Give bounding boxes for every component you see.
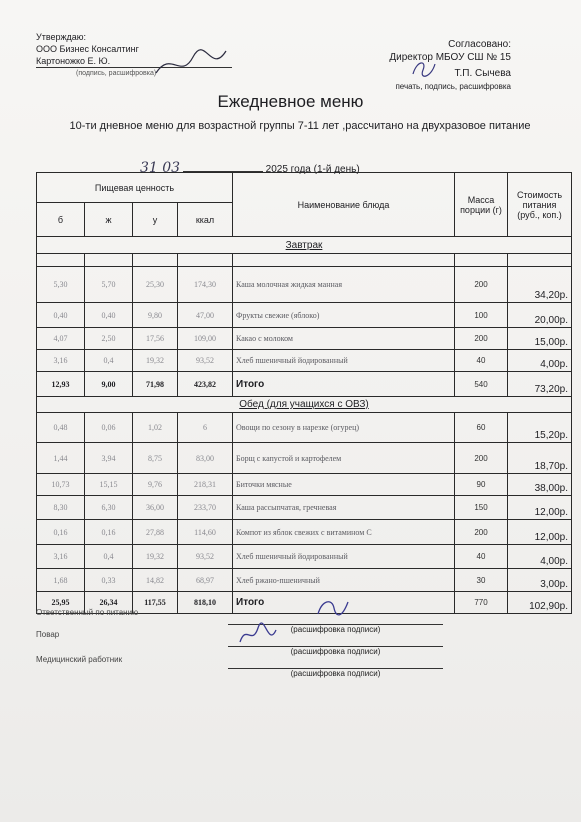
cell-protein: 10,73 — [37, 474, 85, 496]
cell-protein: 3,16 — [37, 545, 85, 569]
cell-cost: 20,00р. — [508, 303, 572, 328]
cell-protein: 0,48 — [37, 413, 85, 443]
cell-protein: 0,16 — [37, 520, 85, 545]
cell-dish: Овощи по сезону в нарезке (огурец) — [233, 413, 455, 443]
agreement-block — [389, 38, 511, 93]
table-row — [37, 545, 572, 569]
approval-signer: Картоножко Е. Ю. — [36, 55, 232, 68]
cell-mass: 200 — [455, 443, 508, 474]
cell-kcal: 68,97 — [178, 569, 233, 592]
cell-cost: 12,00р. — [508, 520, 572, 545]
cell-dish: Фрукты свежие (яблоко) — [233, 303, 455, 328]
nutrition-header: Пищевая ценность — [37, 173, 233, 203]
cell-cost: 15,00р. — [508, 328, 572, 350]
table-row — [37, 569, 572, 592]
cell-protein: 3,16 — [37, 350, 85, 372]
table-row — [37, 443, 572, 474]
agreement-signature-image — [409, 58, 439, 82]
cell-mass: 200 — [455, 520, 508, 545]
approval-organization: ООО Бизнес Консалтинг — [36, 44, 139, 54]
lunch-section-title: Обед (для учащихся с ОВЗ) — [37, 397, 572, 413]
cell-dish: Каша молочная жидкая манная — [233, 267, 455, 303]
total-fat: 9,00 — [85, 372, 133, 397]
signature-caption-medic: (расшифровка подписи) — [228, 668, 443, 678]
cell-carbs: 8,75 — [133, 443, 178, 474]
cell-dish: Хлеб пшеничный йодированный — [233, 545, 455, 569]
cell-fat: 5,70 — [85, 267, 133, 303]
cell-dish: Какао с молоком — [233, 328, 455, 350]
cell-carbs: 14,82 — [133, 569, 178, 592]
cell-cost: 38,00р. — [508, 474, 572, 496]
approval-caption: (подпись, расшифровка) — [76, 70, 157, 77]
document-subtitle: 10-ти дневное меню для возрастной группы 7-11 лет ,рассчитано на двухразовое питание — [69, 120, 531, 132]
table-row — [37, 303, 572, 328]
cell-fat: 0,4 — [85, 350, 133, 372]
total-mass: 540 — [455, 372, 508, 397]
cell-kcal: 174,30 — [178, 267, 233, 303]
cell-cost: 4,00р. — [508, 545, 572, 569]
cell-cost: 15,20р. — [508, 413, 572, 443]
agreement-signer: Т.П. Сычева — [454, 68, 511, 79]
signature-caption-cook: (расшифровка подписи) — [228, 646, 443, 656]
total-fat: 26,34 — [85, 592, 133, 614]
cell-cost: 3,00р. — [508, 569, 572, 592]
cell-fat: 0,33 — [85, 569, 133, 592]
total-carbs: 71,98 — [133, 372, 178, 397]
cell-kcal: 109,00 — [178, 328, 233, 350]
cell-cost: 12,00р. — [508, 496, 572, 520]
cell-carbs: 9,76 — [133, 474, 178, 496]
cell-fat: 3,94 — [85, 443, 133, 474]
breakfast-section-title: Завтрак — [37, 237, 572, 254]
total-protein: 25,95 — [37, 592, 85, 614]
cell-mass: 60 — [455, 413, 508, 443]
total-carbs: 117,55 — [133, 592, 178, 614]
cell-cost: 34,20р. — [508, 267, 572, 303]
table-row — [37, 474, 572, 496]
signature-role-cook: Повар — [36, 630, 60, 639]
cell-carbs: 17,56 — [133, 328, 178, 350]
total-cost: 73,20р. — [508, 372, 572, 397]
cell-protein: 0,40 — [37, 303, 85, 328]
dish-header: Наименование блюда — [233, 173, 455, 237]
approval-signature-image — [151, 45, 231, 85]
handwritten-date: 31 03 — [140, 160, 181, 176]
cell-kcal: 83,00 — [178, 443, 233, 474]
date-suffix: 2025 года (1-й день) — [265, 164, 360, 175]
cell-mass: 100 — [455, 303, 508, 328]
cell-kcal: 233,70 — [178, 496, 233, 520]
total-cost: 102,90р. — [508, 592, 572, 614]
table-row — [37, 350, 572, 372]
cell-protein: 1,44 — [37, 443, 85, 474]
cell-protein: 1,68 — [37, 569, 85, 592]
cell-fat: 2,50 — [85, 328, 133, 350]
cell-dish: Компот из яблок свежих с витамином С — [233, 520, 455, 545]
cell-kcal: 6 — [178, 413, 233, 443]
cell-protein: 4,07 — [37, 328, 85, 350]
mass-header: Масса порции (г) — [455, 173, 508, 237]
cell-fat: 6,30 — [85, 496, 133, 520]
breakfast-total-row — [37, 372, 572, 397]
cell-carbs: 25,30 — [133, 267, 178, 303]
table-row — [37, 267, 572, 303]
cell-carbs: 9,80 — [133, 303, 178, 328]
cost-header: Стоимость питания (руб., коп.) — [508, 173, 572, 237]
cell-kcal: 93,52 — [178, 545, 233, 569]
cell-protein: 8,30 — [37, 496, 85, 520]
cell-fat: 0,4 — [85, 545, 133, 569]
cell-carbs: 1,02 — [133, 413, 178, 443]
cell-dish: Каша рассыпчатая, гречневая — [233, 496, 455, 520]
agreement-caption: печать, подпись, расшифровка — [395, 82, 511, 91]
cell-fat: 0,16 — [85, 520, 133, 545]
table-row — [37, 520, 572, 545]
cell-mass: 150 — [455, 496, 508, 520]
cell-fat: 0,40 — [85, 303, 133, 328]
cell-dish: Биточки мясные — [233, 474, 455, 496]
carbs-header: у — [133, 203, 178, 237]
menu-table — [36, 172, 572, 614]
fat-header: ж — [85, 203, 133, 237]
table-row — [37, 328, 572, 350]
agreement-position: Директор МБОУ СШ № 15 — [389, 52, 511, 63]
cell-dish: Борщ с капустой и картофелем — [233, 443, 455, 474]
cell-carbs: 36,00 — [133, 496, 178, 520]
cell-kcal: 93,52 — [178, 350, 233, 372]
total-label: Итого — [233, 592, 455, 614]
cell-fat: 0,06 — [85, 413, 133, 443]
total-mass: 770 — [455, 592, 508, 614]
signature-caption-nutrition: (расшифровка подписи) — [228, 624, 443, 634]
cell-cost: 4,00р. — [508, 350, 572, 372]
cell-carbs: 27,88 — [133, 520, 178, 545]
cell-kcal: 218,31 — [178, 474, 233, 496]
cell-dish: Хлеб пшеничный йодированный — [233, 350, 455, 372]
cell-mass: 200 — [455, 328, 508, 350]
cell-mass: 40 — [455, 545, 508, 569]
approval-block — [36, 31, 232, 80]
approval-heading: Утверждаю: — [36, 32, 87, 42]
cell-kcal: 47,00 — [178, 303, 233, 328]
signature-mark-nutrition — [312, 596, 352, 624]
total-kcal: 818,10 — [178, 592, 233, 614]
table-row — [37, 413, 572, 443]
cell-mass: 200 — [455, 267, 508, 303]
protein-header: б — [37, 203, 85, 237]
cell-carbs: 19,32 — [133, 545, 178, 569]
signature-role-nutrition: Ответственный по питанию — [36, 608, 139, 617]
total-label: Итого — [233, 372, 455, 397]
cell-mass: 30 — [455, 569, 508, 592]
total-protein: 12,93 — [37, 372, 85, 397]
cell-fat: 15,15 — [85, 474, 133, 496]
cell-mass: 40 — [455, 350, 508, 372]
signature-role-medic: Медицинский работник — [36, 655, 123, 664]
cell-cost: 18,70р. — [508, 443, 572, 474]
cell-kcal: 114,60 — [178, 520, 233, 545]
cell-mass: 90 — [455, 474, 508, 496]
cell-dish: Хлеб ржано-пшеничный — [233, 569, 455, 592]
total-kcal: 423,82 — [178, 372, 233, 397]
cell-protein: 5,30 — [37, 267, 85, 303]
agreement-heading: Согласовано: — [448, 39, 511, 50]
document-title: Ежедневное меню — [217, 92, 364, 111]
cell-carbs: 19,32 — [133, 350, 178, 372]
kcal-header: ккал — [178, 203, 233, 237]
table-row — [37, 496, 572, 520]
